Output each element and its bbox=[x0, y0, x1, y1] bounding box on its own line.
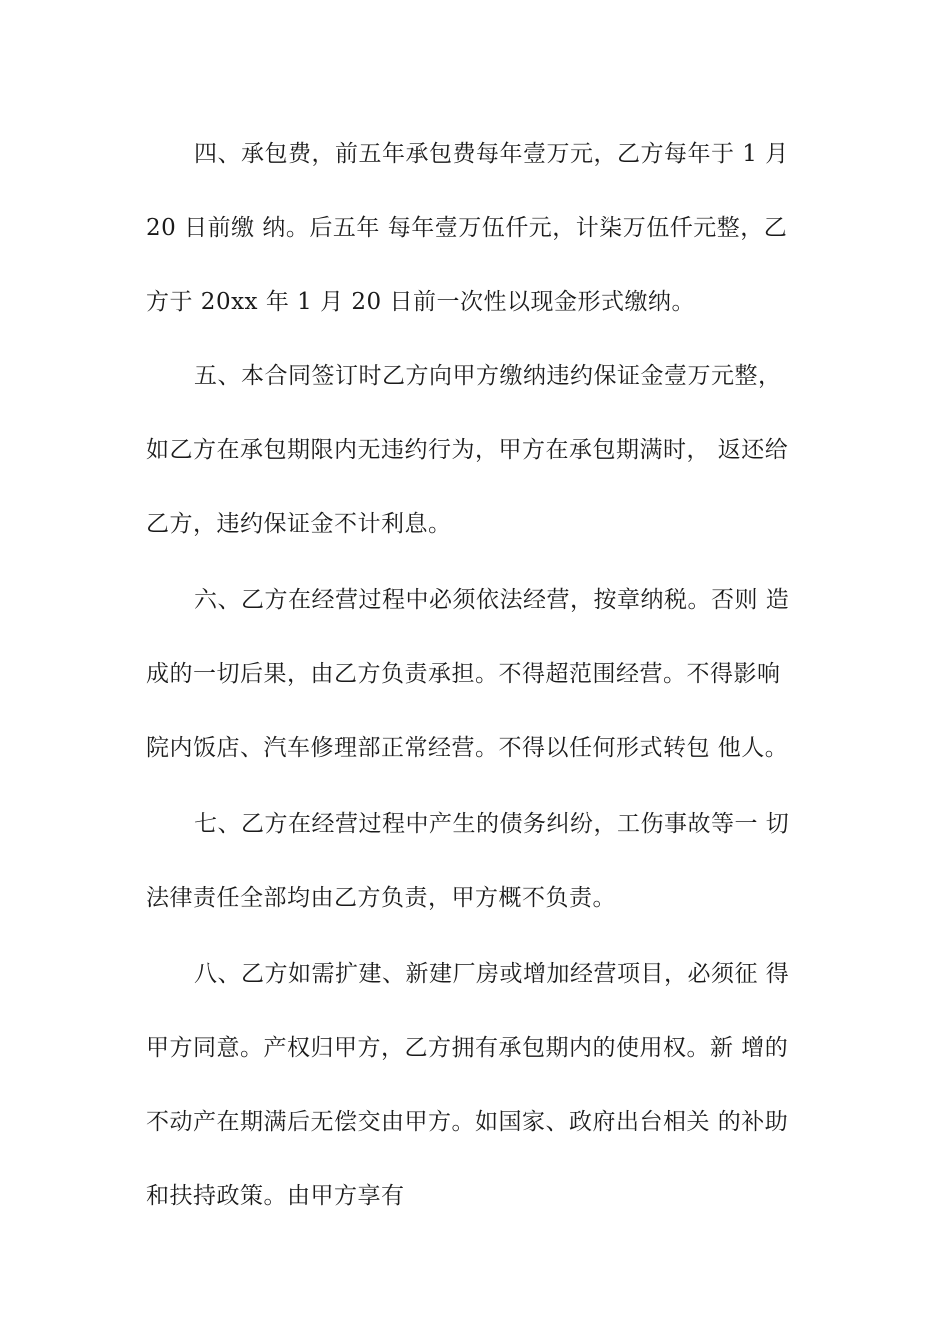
text-line: 不动产在期满后无偿交由甲方。如国家、政府出台相关 的补助 bbox=[146, 1109, 789, 1135]
text-line: 甲方同意。产权归甲方，乙方拥有承包期内的使用权。新 增的 bbox=[146, 1035, 789, 1061]
text-line: 五、本合同签订时乙方向甲方缴纳违约保证金壹万元整， bbox=[194, 363, 782, 389]
text-line: 八、乙方如需扩建、新建厂房或增加经营项目，必须征 得 bbox=[194, 961, 790, 987]
text-line: 方于 20xx 年 1 月 20 日前一次性以现金形式缴纳。 bbox=[146, 289, 695, 315]
text-line: 法律责任全部均由乙方负责，甲方概不负责。 bbox=[146, 885, 616, 911]
text-line: 四、承包费，前五年承包费每年壹万元，乙方每年于 1 月 bbox=[194, 141, 789, 167]
text-line: 20 日前缴 纳。后五年 每年壹万伍仟元，计柒万伍仟元整，乙 bbox=[146, 215, 788, 241]
text-line: 六、乙方在经营过程中必须依法经营，按章纳税。否则 造 bbox=[194, 587, 790, 613]
text-line: 乙方，违约保证金不计利息。 bbox=[146, 511, 452, 537]
text-line: 成的一切后果，由乙方负责承担。不得超范围经营。不得影响 bbox=[146, 661, 781, 687]
text-line: 如乙方在承包期限内无违约行为，甲方在承包期满时， 返还给 bbox=[146, 437, 789, 463]
text-line: 院内饭店、汽车修理部正常经营。不得以任何形式转包 他人。 bbox=[146, 735, 789, 761]
text-line: 和扶持政策。由甲方享有 bbox=[146, 1183, 405, 1209]
text-line: 七、乙方在经营过程中产生的债务纠纷，工伤事故等一 切 bbox=[194, 811, 790, 837]
